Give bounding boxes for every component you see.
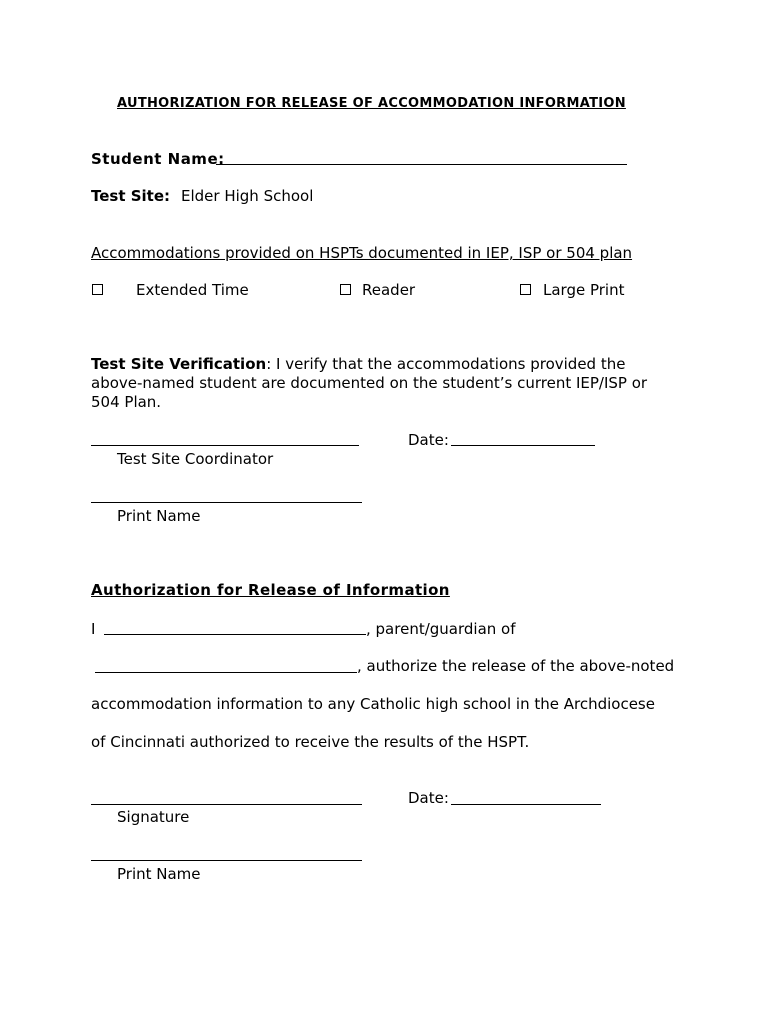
coordinator-date-line[interactable] (451, 445, 595, 446)
reader-label: Reader (362, 281, 416, 299)
authorize-text: , authorize the release of the above-noted (357, 657, 675, 675)
verification-text-1: : I verify that the accommodations provided the (266, 355, 626, 373)
form-title: AUTHORIZATION FOR RELEASE OF ACCOMMODATION INFORMATION (117, 96, 626, 111)
extended-time-label: Extended Time (136, 281, 249, 299)
authorization-line-4: of Cincinnati authorized to receive the results of the HSPT. (91, 733, 530, 751)
extended-time-checkbox[interactable] (92, 284, 103, 295)
coordinator-print-name-caption: Print Name (117, 507, 201, 525)
reader-checkbox[interactable] (340, 284, 351, 295)
parent-print-name-caption: Print Name (117, 865, 201, 883)
parent-date-line[interactable] (451, 804, 601, 805)
parent-print-name-line[interactable] (91, 860, 362, 861)
verification-label: Test Site Verification (91, 355, 267, 373)
signature-caption: Signature (117, 808, 190, 826)
accommodations-heading: Accommodations provided on HSPTs documented in IEP, ISP or 504 plan (91, 244, 633, 262)
verification-line-1 (91, 357, 625, 372)
parent-name-line[interactable] (104, 634, 366, 635)
student-name-label: Student Name: (91, 150, 225, 168)
verification-line-3: 504 Plan. (91, 393, 162, 411)
authorization-i: I (91, 620, 96, 638)
test-site-value: Elder High School (181, 187, 314, 205)
authorization-heading: Authorization for Release of Information (91, 581, 450, 599)
parent-date-label: Date: (408, 789, 449, 807)
authorization-line-3: accommodation information to any Catholic high school in the Archdiocese (91, 695, 655, 713)
coordinator-date-label: Date: (408, 431, 449, 449)
verification-line-2: above-named student are documented on the student’s current IEP/ISP or (91, 374, 648, 392)
coordinator-print-name-line[interactable] (91, 502, 362, 503)
coordinator-signature-line[interactable] (91, 445, 359, 446)
test-site-label: Test Site: (91, 187, 171, 205)
large-print-checkbox[interactable] (520, 284, 531, 295)
student-name-line-2[interactable] (95, 672, 357, 673)
parent-guardian-text: , parent/guardian of (366, 620, 516, 638)
large-print-label: Large Print (543, 281, 625, 299)
coordinator-caption: Test Site Coordinator (117, 450, 274, 468)
student-name-line[interactable] (216, 164, 627, 165)
parent-signature-line[interactable] (91, 804, 362, 805)
